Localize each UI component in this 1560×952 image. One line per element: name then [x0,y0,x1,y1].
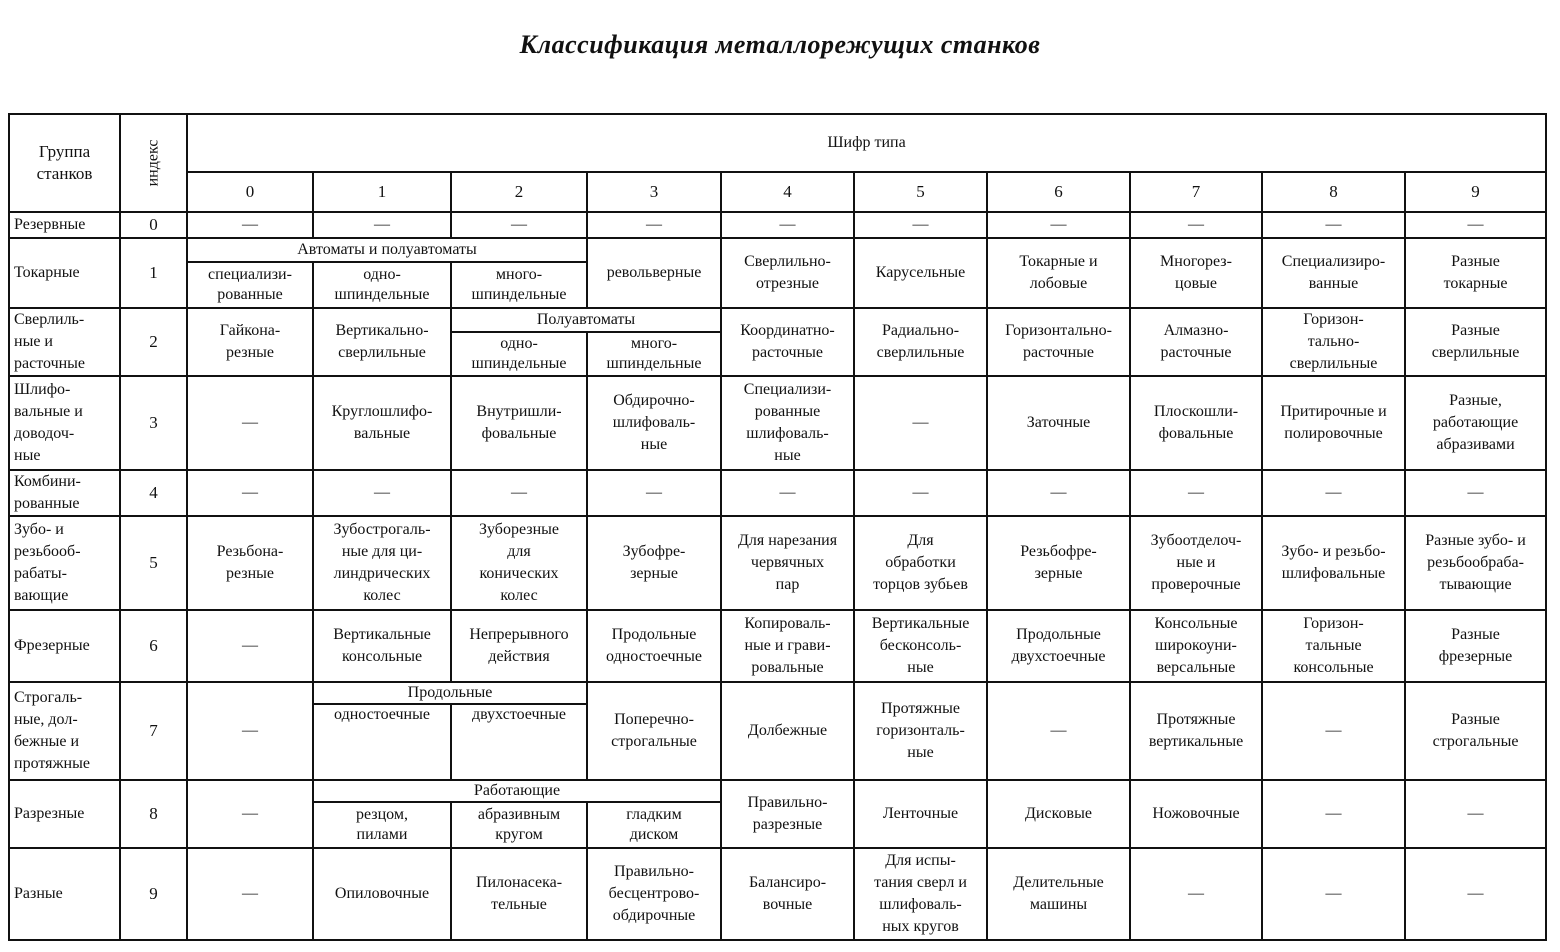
type-cell: револьверные [587,238,721,308]
header-code: 9 [1405,172,1546,212]
type-cell: Пилонасека- тельные [451,848,587,940]
type-cell: — [1262,212,1405,238]
type-cell: — [721,470,854,516]
type-cell: Токарные и лобовые [987,238,1130,308]
type-cell: — [187,780,313,848]
type-cell: — [187,682,313,780]
type-cell: Зуборезные для конических колес [451,516,587,610]
type-cell: Правильно- бесцентрово- обдирочные [587,848,721,940]
type-cell: Поперечно- строгальные [587,682,721,780]
type-cell: Зубострогаль- ные для ци- линдрических колес [313,516,451,610]
type-cell: Многорез- цовые [1130,238,1262,308]
type-cell: много- шпиндельные [587,332,721,376]
type-cell: — [1405,470,1546,516]
type-cell: — [1262,780,1405,848]
type-cell: Горизон- тально- сверлильные [1262,308,1405,376]
type-cell: Для обработки торцов зубьев [854,516,987,610]
type-cell: Вертикальные бесконсоль- ные [854,610,987,682]
type-cell: — [451,212,587,238]
type-cell: одностоечные [313,704,451,780]
type-cell: Ленточные [854,780,987,848]
index-cell: 8 [120,780,187,848]
type-cell: Зубофре- зерные [587,516,721,610]
type-cell: Радиально- сверлильные [854,308,987,376]
type-cell: специализи- рованные [187,262,313,308]
type-cell: Зубо- и резьбо- шлифовальные [1262,516,1405,610]
type-cell: Вертикально- сверлильные [313,308,451,376]
type-cell: Долбежные [721,682,854,780]
group-cell: Шлифо- вальные и доводоч- ные [9,376,120,470]
type-cell: Внутришли- фовальные [451,376,587,470]
header-code: 2 [451,172,587,212]
type-cell: Резьбофре- зерные [987,516,1130,610]
index-cell: 6 [120,610,187,682]
type-cell: Протяжные вертикальные [1130,682,1262,780]
type-cell: Разные зубо- и резьбообраба- тывающие [1405,516,1546,610]
span-header-automata: Автоматы и полуавтоматы [187,238,587,262]
type-cell: Непрерывного действия [451,610,587,682]
type-cell: — [187,470,313,516]
type-cell: — [1130,470,1262,516]
type-cell: Резьбона- резные [187,516,313,610]
type-cell: — [1405,780,1546,848]
group-cell: Токарные [9,238,120,308]
type-cell: Разные токарные [1405,238,1546,308]
group-cell: Фрезерные [9,610,120,682]
type-cell: двухстоечные [451,704,587,780]
header-index-label: индекс [144,139,162,187]
type-cell: Ножовочные [1130,780,1262,848]
index-cell: 2 [120,308,187,376]
type-cell: Для испы- тания сверл и шлифоваль- ных кругов [854,848,987,940]
type-cell: Вертикальные консольные [313,610,451,682]
type-cell: — [1130,212,1262,238]
type-cell: — [987,212,1130,238]
type-cell: — [854,212,987,238]
header-code: 0 [187,172,313,212]
type-cell: Притирочные и полировочные [1262,376,1405,470]
index-cell: 7 [120,682,187,780]
type-cell: Гайкона- резные [187,308,313,376]
type-cell: резцом, пилами [313,802,451,848]
type-cell: — [187,848,313,940]
span-header-longitudinal: Продольные [313,682,587,704]
type-cell: много- шпиндельные [451,262,587,308]
type-cell: одно- шпиндельные [451,332,587,376]
header-index [120,114,187,212]
type-cell: Сверлильно- отрезные [721,238,854,308]
type-cell: Зубоотделоч- ные и проверочные [1130,516,1262,610]
type-cell: Разные строгальные [1405,682,1546,780]
index-cell: 3 [120,376,187,470]
type-cell: Разные фрезерные [1405,610,1546,682]
header-type-code: Шифр типа [187,114,1546,172]
type-cell: Горизон- тальные консольные [1262,610,1405,682]
type-cell: Продольные двухстоечные [987,610,1130,682]
group-cell: Строгаль- ные, дол- бежные и протяжные [9,682,120,780]
type-cell: гладким диском [587,802,721,848]
page-title: Классификация металлорежущих станков [519,30,1041,59]
type-cell: — [587,212,721,238]
type-cell: — [1262,848,1405,940]
type-cell: — [187,212,313,238]
header-code: 5 [854,172,987,212]
type-cell: — [721,212,854,238]
type-cell: Протяжные горизонталь- ные [854,682,987,780]
type-cell: Разные сверлильные [1405,308,1546,376]
type-cell: Плоскошли- фовальные [1130,376,1262,470]
header-code: 4 [721,172,854,212]
index-cell: 9 [120,848,187,940]
type-cell: Специализи- рованные шлифоваль- ные [721,376,854,470]
type-cell: Дисковые [987,780,1130,848]
classification-table-wrapper [8,113,1547,941]
type-cell: абразивным кругом [451,802,587,848]
group-cell: Разные [9,848,120,940]
type-cell: Для нарезания червячных пар [721,516,854,610]
type-cell: Обдирочно- шлифоваль- ные [587,376,721,470]
type-cell: Разные, работающие абразивами [1405,376,1546,470]
group-cell: Зубо- и резьбооб- рабаты- вающие [9,516,120,610]
type-cell: одно- шпиндельные [313,262,451,308]
group-cell: Комбини- рованные [9,470,120,516]
header-code: 7 [1130,172,1262,212]
type-cell: — [1405,848,1546,940]
span-header-working: Работающие [313,780,721,802]
classification-table [8,113,1547,941]
header-code: 1 [313,172,451,212]
index-cell: 0 [120,212,187,238]
header-code: 6 [987,172,1130,212]
type-cell: Заточные [987,376,1130,470]
type-cell: — [451,470,587,516]
index-cell: 5 [120,516,187,610]
type-cell: Горизонтально- расточные [987,308,1130,376]
type-cell: Алмазно- расточные [1130,308,1262,376]
type-cell: — [587,470,721,516]
type-cell: — [1405,212,1546,238]
type-cell: — [1262,470,1405,516]
type-cell: — [854,376,987,470]
type-cell: Балансиро- вочные [721,848,854,940]
type-cell: — [313,212,451,238]
type-cell: Продольные одностоечные [587,610,721,682]
type-cell: Правильно- разрезные [721,780,854,848]
type-cell: — [854,470,987,516]
header-group: Группа станков [9,114,120,212]
type-cell: — [313,470,451,516]
type-cell: Координатно- расточные [721,308,854,376]
type-cell: — [187,376,313,470]
type-cell: Консольные широкоуни- версальные [1130,610,1262,682]
type-cell: — [1130,848,1262,940]
span-header-semi-automata: Полуавтоматы [451,308,721,332]
header-code: 3 [587,172,721,212]
type-cell: Копироваль- ные и грави- ровальные [721,610,854,682]
type-cell: — [187,610,313,682]
index-cell: 4 [120,470,187,516]
header-code: 8 [1262,172,1405,212]
type-cell: Делительные машины [987,848,1130,940]
type-cell: — [987,470,1130,516]
type-cell: Круглошлифо- вальные [313,376,451,470]
group-cell: Резервные [9,212,120,238]
index-cell: 1 [120,238,187,308]
type-cell: Специализиро- ванные [1262,238,1405,308]
group-cell: Сверлиль- ные и расточные [9,308,120,376]
group-cell: Разрезные [9,780,120,848]
type-cell: Карусельные [854,238,987,308]
type-cell: — [987,682,1130,780]
type-cell: Опиловочные [313,848,451,940]
type-cell: — [1262,682,1405,780]
